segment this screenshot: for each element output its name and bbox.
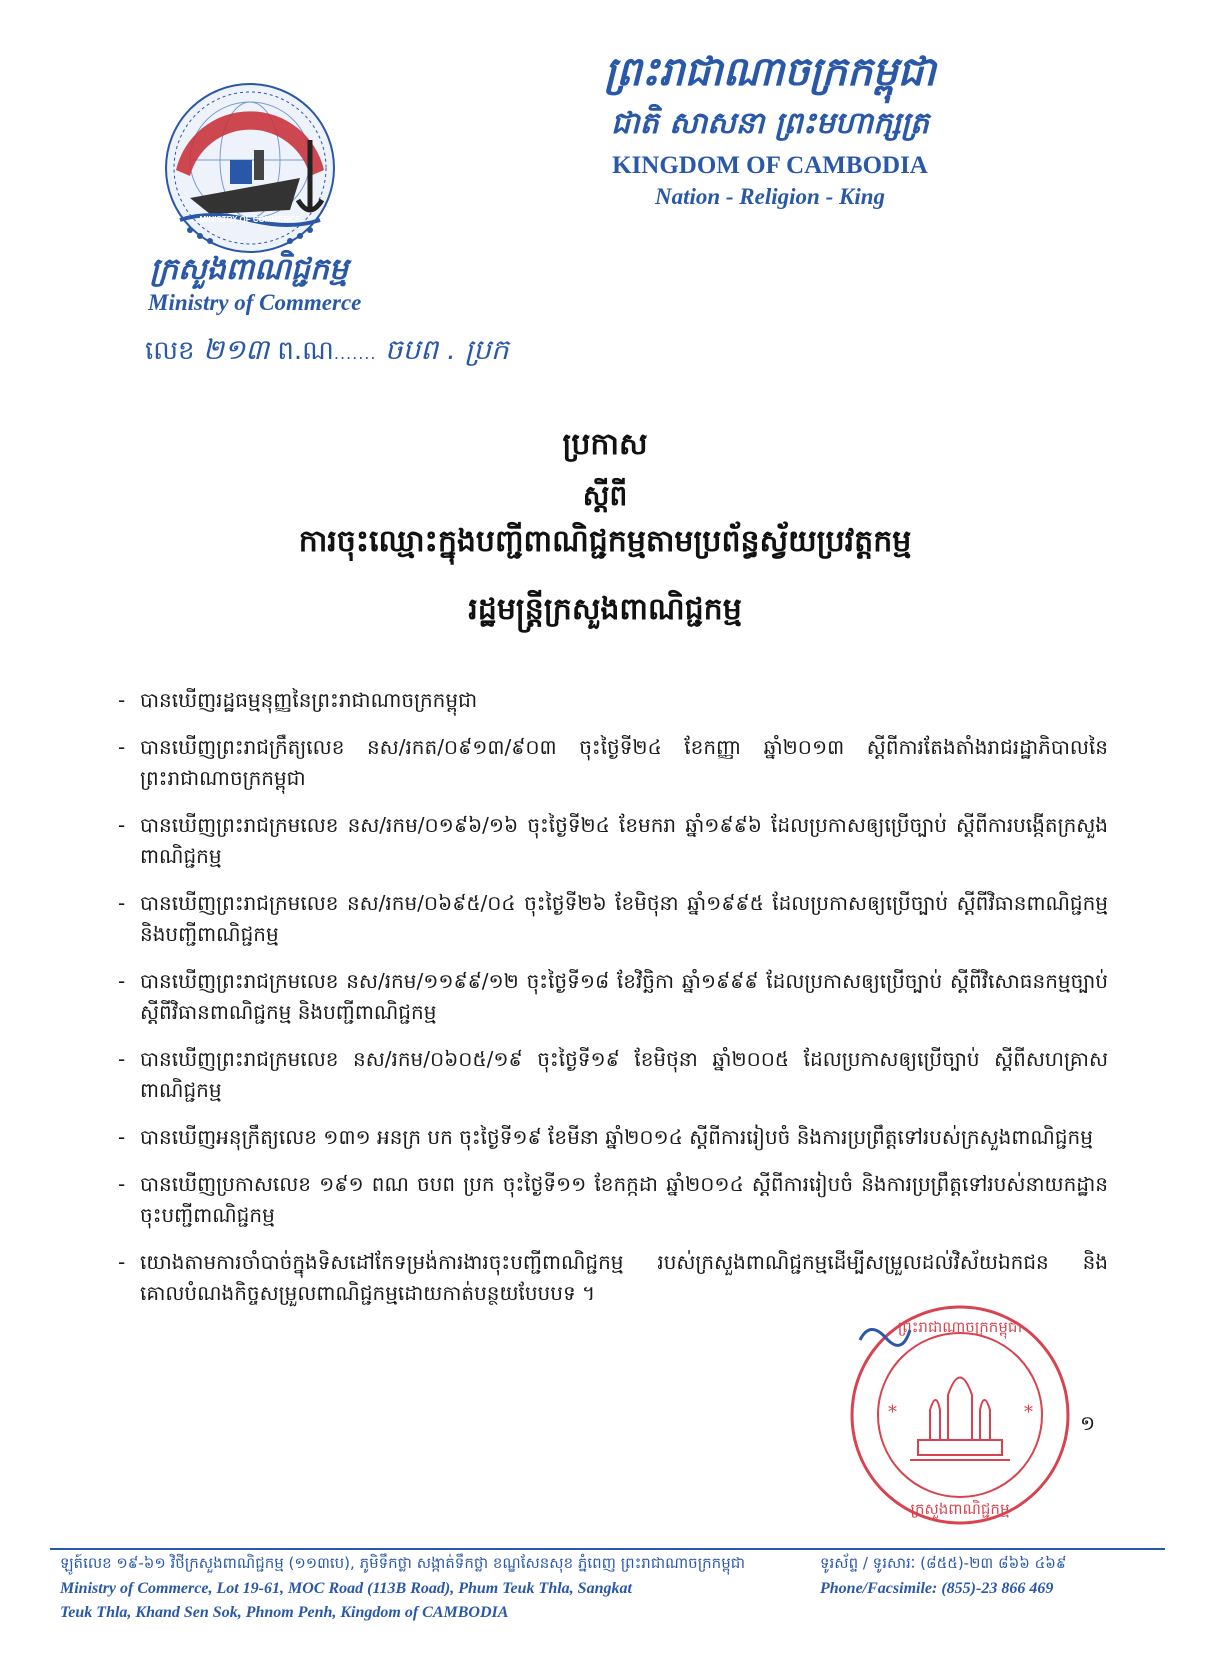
document-about: ស្តីពី [582, 479, 628, 512]
footer-address-en-1: Ministry of Commerce, Lot 19-61, MOC Road (113B Road), Phum Teuk Thla, Sangkat [60, 1580, 632, 1597]
list-item: - បានឃើញប្រកាសលេខ ១៩១ ពណ ចបព ប្រក ចុះថ្ងៃទី១១ ខែកក្កដា ឆ្នាំ២០១៤ ស្តីពីការរៀបចំ និងការប្រព្រឹត្តទៅរបស់នាយកដ្ឋានចុះបញ្ជីពាណិជ្ជកម្ម [118, 1169, 1108, 1231]
seal-star-right: * [1024, 1402, 1033, 1423]
list-item: - យោងតាមការចាំបាច់ក្នុងទិសដៅកែទម្រង់ការងារចុះបញ្ជីពាណិជ្ជកម្ម របស់ក្រសួងពាណិជ្ជកម្មដើម្បីសម្រួលដល់វិស័យឯកជន និងគោលបំណងកិច្ចសម្រួលពាណិជ្ជកម្មដោយកាត់បន្ថយបែបបទ ។ [118, 1247, 1108, 1309]
list-item: - បានឃើញព្រះរាជក្រមលេខ នស/រកម/១១៩៩/១២ ចុះថ្ងៃទី១៨ ខែវិច្ឆិកា ឆ្នាំ១៩៩៩ ដែលប្រកាសឲ្យប្រើច្បាប់ ស្តីពីវិសោធនកម្មច្បាប់ស្តីពីវិធានពាណិជ្ជកម្ម និងបញ្ជីពាណិជ្ជកម្ម [118, 966, 1108, 1028]
motto-kh: ជាតិ សាសនា ព្រះមហាក្សត្រ [611, 106, 929, 141]
list-item: - បានឃើញព្រះរាជក្រមលេខ នស/រកម/០៦៩៥/០៤ ចុះថ្ងៃទី២៦ ខែមិថុនា ឆ្នាំ១៩៩៥ ដែលប្រកាសឲ្យប្រើច្បាប់ ស្តីពីវិធានពាណិជ្ជកម្ម និងបញ្ជីពាណិជ្ជកម្ម [118, 888, 1108, 950]
list-item: - បានឃើញរដ្ឋធម្មនុញ្ញនៃព្រះរាជាណាចក្រកម្ពុជា [118, 685, 1108, 716]
kingdom-title-kh: ព្រះរាជាណាចក្រកម្ពុជា [604, 49, 936, 95]
page-number: ១ [1080, 1411, 1096, 1435]
ref-number: ២១៣ [202, 333, 270, 366]
reference-number: លេខ ២១៣ ព.ណ....... ចបព . ប្រក [145, 333, 509, 366]
ref-prefix: លេខ [145, 336, 195, 366]
list-item: - បានឃើញព្រះរាជក្រឹត្យលេខ នស/រកត/០៩១៣/៩០៣ ចុះថ្ងៃទី២៤ ខែកញ្ញា ឆ្នាំ២០១៣ ស្តីពីការតែងតាំងរាជរដ្ឋាភិបាលនៃព្រះរាជាណាចក្រកម្ពុជា [118, 732, 1108, 794]
list-item: - បានឃើញព្រះរាជក្រមលេខ នស/រកម/០៦០៥/១៩ ចុះថ្ងៃទី១៩ ខែមិថុនា ឆ្នាំ២០០៥ ដែលប្រកាសឲ្យប្រើច្បាប់ ស្តីពីសហគ្រាសពាណិជ្ជកម្ម [118, 1044, 1108, 1106]
list-item: - បានឃើញអនុក្រឹត្យលេខ ១៣១ អនក្រ បក ចុះថ្ងៃទី១៩ ខែមីនា ឆ្នាំ២០១៤ ស្តីពីការរៀបចំ និងការប្រព្រឹត្តទៅរបស់ក្រសួងពាណិជ្ជកម្ម [118, 1122, 1108, 1153]
logo-text: MINISTRY OF COMMERCE [199, 215, 301, 224]
seal-text-bottom: ក្រសួងពាណិជ្ជកម្ម [910, 1500, 1010, 1518]
footer-address-kh: ឡូត៍លេខ ១៩-៦១ វិថីក្រសួងពាណិជ្ជកម្ម (១១៣បេ), ភូមិទឹកថ្លា សង្កាត់ទឹកថ្លា ខណ្ឌសែនសុខ ភ្នំពេញ ព្រះរាជាណាចក្រកម្ពុជា [60, 1554, 746, 1572]
list-item: - បានឃើញព្រះរាជក្រមលេខ នស/រកម/០១៩៦/១៦ ចុះថ្ងៃទី២៤ ខែមករា ឆ្នាំ១៩៩៦ ដែលប្រកាសឲ្យប្រើច្បាប់ ស្តីពីការបង្កើតក្រសួងពាណិជ្ជកម្ម [118, 810, 1108, 872]
document-issuer: រដ្ឋមន្រ្តីក្រសួងពាណិជ្ជកម្ម [468, 592, 742, 627]
ministry-name-kh: ក្រសួងពាណិជ្ជកម្ម [150, 252, 348, 287]
ref-handwritten: ចបព . ប្រក [384, 333, 509, 366]
seal-text-top: ព្រះរាជាណាចក្រកម្ពុជា [897, 1318, 1023, 1336]
kingdom-title-en: KINGDOM OF CAMBODIA [612, 152, 928, 179]
document-type: ប្រកាស [562, 427, 648, 462]
footer-divider [50, 1548, 1165, 1550]
footer-phone-en: Phone/Facsimile: (855)-23 866 469 [820, 1580, 1054, 1597]
seal-star-left: * [888, 1402, 897, 1423]
ref-middle: ព.ណ [277, 336, 334, 366]
considerations-list [118, 685, 1108, 1325]
motto-en: Nation - Religion - King [654, 184, 886, 209]
document-subject: ការចុះឈ្មោះក្នុងបញ្ជីពាណិជ្ជកម្មតាមប្រព័ន្ធស្វ័យប្រវត្តកម្ម [298, 524, 912, 559]
footer-phone-kh: ទូរស័ព្ទ / ទូរសារៈ (៨៥៥)-២៣ ៨៦៦ ៤៦៩ [820, 1554, 1067, 1572]
official-seal [840, 1300, 1080, 1530]
ministry-logo [150, 80, 350, 256]
ministry-name-en: Ministry of Commerce [148, 290, 362, 315]
footer-address-en-2: Teuk Thla, Khand Sen Sok, Phnom Penh, Kingdom of CAMBODIA [60, 1604, 509, 1621]
